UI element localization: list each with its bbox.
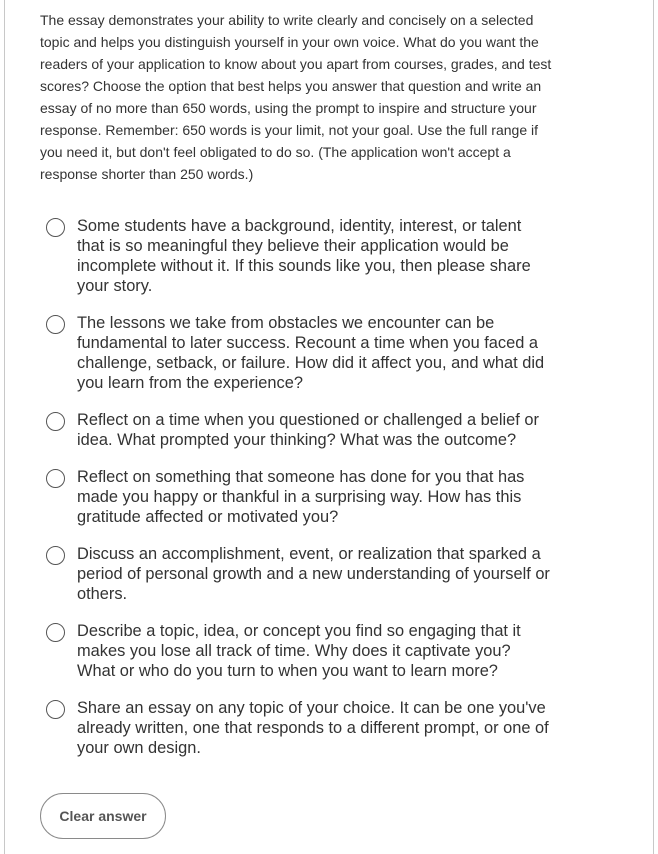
radio-button[interactable] (46, 218, 65, 237)
prompt-options-list (46, 216, 566, 775)
radio-button[interactable] (46, 412, 65, 431)
prompt-option-label: Share an essay on any topic of your choice. It can be one you've already written, one that responds to a different prompt, or one of your own design. (77, 699, 549, 757)
prompt-option-label: Discuss an accomplishment, event, or realization that sparked a period of personal growth and a new understanding of yourself or others. (77, 545, 550, 603)
essay-prompt-panel (4, 0, 654, 854)
radio-button[interactable] (46, 469, 65, 488)
prompt-option-label: Describe a topic, idea, or concept you find so engaging that it makes you lose all track of time. Why does it captivate you? What or who do you turn to when you want to learn more? (77, 622, 521, 680)
prompt-option-6[interactable] (46, 621, 566, 681)
radio-button[interactable] (46, 315, 65, 334)
radio-button[interactable] (46, 623, 65, 642)
essay-instructions: The essay demonstrates your ability to write clearly and concisely on a selected topic and helps you distinguish yourself in your own voice. What do you want the readers of your application to know about you apart from courses, grades, and test scores? Choose the option that best helps you answer that question and write an essay of no more than 650 words, using the prompt to inspire and structure your response. Remember: 650 words is your limit, not your goal. Use the full range if you need it, but don't feel obligated to do so. (The application won't accept a response shorter than 250 words.) (40, 12, 552, 182)
prompt-option-4[interactable] (46, 467, 566, 527)
radio-button[interactable] (46, 700, 65, 719)
prompt-option-1[interactable] (46, 216, 566, 296)
prompt-option-label: Reflect on a time when you questioned or challenged a belief or idea. What prompted your thinking? What was the outcome? (77, 411, 539, 449)
radio-button[interactable] (46, 546, 65, 565)
prompt-option-7[interactable] (46, 698, 566, 758)
prompt-option-label: Some students have a background, identity, interest, or talent that is so meaningful they believe their application would be incomplete without it. If this sounds like you, then please share your story. (77, 217, 531, 295)
prompt-option-5[interactable] (46, 544, 566, 604)
clear-answer-button[interactable]: Clear answer (40, 793, 166, 839)
prompt-option-3[interactable] (46, 410, 566, 450)
prompt-option-label: Reflect on something that someone has done for you that has made you happy or thankful in a surprising way. How has this gratitude affected or motivated you? (77, 468, 525, 526)
prompt-option-label: The lessons we take from obstacles we encounter can be fundamental to later success. Recount a time when you faced a challenge, setback, or failure. How did it affect you, and what did you learn from the experience? (77, 314, 545, 392)
prompt-option-2[interactable] (46, 313, 566, 393)
